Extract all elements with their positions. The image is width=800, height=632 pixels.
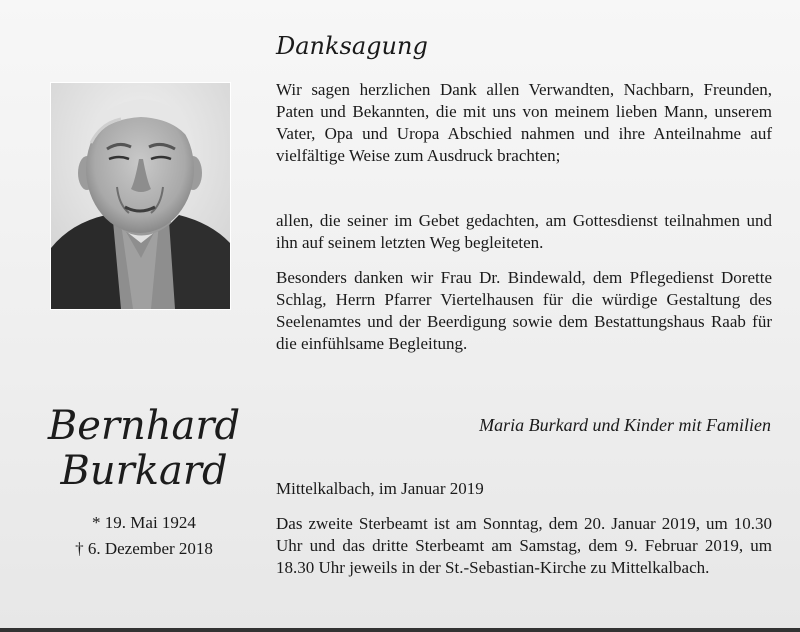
notice-heading: Danksagung (276, 32, 428, 60)
signature: Maria Burkard und Kinder mit Familien (479, 415, 771, 435)
paragraph-text: Wir sagen herzlichen Dank allen Verwandten, Nachbarn, Freunden, Paten und Bekannten, die mit uns von meinem lieben Mann, unserem Vater, Opa und Uropa Abschied nahmen und ihre Anteilnahme auf vielfältige Weise zum Ausdruck brachten; (276, 80, 772, 165)
paragraph-text: allen, die seiner im Gebet gedachten, am Gottesdienst teilnahmen und ihn auf seinem letzten Weg begleiteten. (276, 211, 772, 252)
death-date: † 6. Dezember 2018 (75, 539, 213, 558)
thanks-paragraph-3 (276, 267, 772, 355)
portrait-photo (50, 82, 231, 310)
paragraph-text: Besonders danken wir Frau Dr. Bindewald, dem Pflegedienst Dorette Schlag, Herrn Pfarrer Viertelhausen für die würdige Gestaltung des Seelenamtes und der Beerdigung sowie dem Bestattungshaus Raab für die einfühlsame Begleitung. (276, 268, 772, 353)
requiem-text: Das zweite Sterbeamt ist am Sonntag, dem 20. Januar 2019, um 10.30 Uhr und das dritte Sterbeamt am Samstag, dem 9. Februar 2019, um 18.30 Uhr jeweils in der St.-Sebastian-Kirche zu Mittelkalbach. (276, 514, 772, 577)
thanks-paragraph-2 (276, 210, 772, 254)
thanks-paragraph-1 (276, 79, 772, 167)
life-dates (30, 510, 258, 562)
place-date (276, 478, 772, 500)
deceased-name (30, 404, 258, 494)
place-date-text: Mittelkalbach, im Januar 2019 (276, 479, 484, 498)
portrait-image (51, 83, 230, 309)
first-name: Bernhard (47, 403, 241, 449)
birth-date: * 19. Mai 1924 (92, 513, 196, 532)
requiem-info (276, 513, 772, 579)
last-name: Burkard (60, 448, 228, 494)
